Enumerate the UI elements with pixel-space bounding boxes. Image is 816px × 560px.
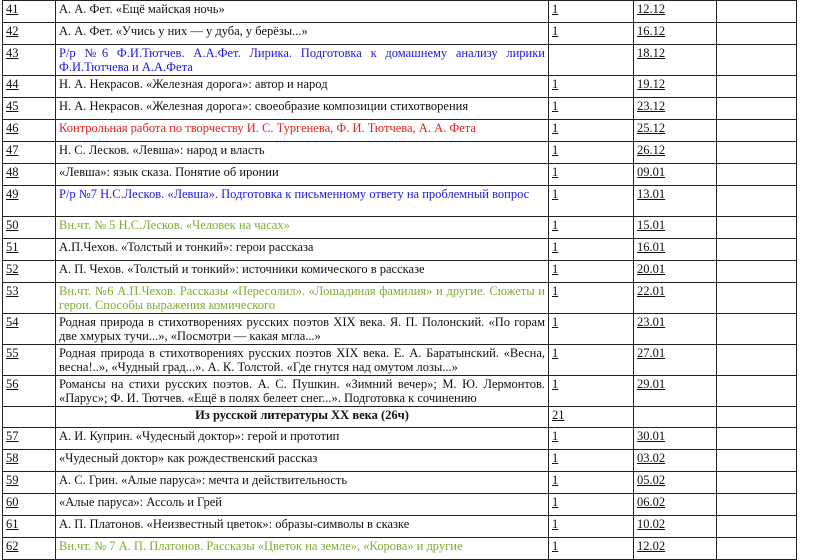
lesson-hours: 1 bbox=[549, 164, 634, 186]
lesson-hours: 1 bbox=[549, 345, 634, 376]
table-row bbox=[3, 217, 797, 239]
lesson-extra-cell bbox=[717, 494, 797, 516]
section-extra-cell bbox=[717, 407, 797, 428]
lesson-hours: 1 bbox=[549, 494, 634, 516]
lesson-number: 61 bbox=[3, 516, 56, 538]
lesson-date: 29.01 bbox=[634, 376, 717, 407]
lesson-date: 16.01 bbox=[634, 239, 717, 261]
lesson-topic: Вн.чт. №6 А.П.Чехов. Рассказы «Пересолил». «Лошадиная фамилия» и другие. Сюжеты и герои. Способы выражения комического bbox=[56, 283, 549, 314]
lesson-number: 41 bbox=[3, 1, 56, 23]
lesson-number: 55 bbox=[3, 345, 56, 376]
lesson-topic: «Чудесный доктор» как рождественский рассказ bbox=[56, 450, 549, 472]
lesson-topic: Родная природа в стихотворениях русских поэтов XIX века. Е. А. Баратынский. «Весна, весна!..», «Чудный град...». А. К. Толстой. «Где гнутся над омутом лозы...» bbox=[56, 345, 549, 376]
table-row bbox=[3, 261, 797, 283]
lesson-extra-cell bbox=[717, 1, 797, 23]
lesson-topic: А. А. Фет. «Учись у них — у дуба, у берёзы...» bbox=[56, 23, 549, 45]
lesson-hours: 1 bbox=[549, 538, 634, 560]
lesson-topic: Вн.чт. № 7 А. П. Платонов. Рассказы «Цветок на земле», «Корова» и другие bbox=[56, 538, 549, 560]
table-row bbox=[3, 1, 797, 23]
lesson-hours: 1 bbox=[549, 120, 634, 142]
lesson-topic: А. С. Грин. «Алые паруса»: мечта и действительность bbox=[56, 472, 549, 494]
lesson-date: 23.12 bbox=[634, 98, 717, 120]
lesson-extra-cell bbox=[717, 516, 797, 538]
lesson-topic: А. П. Чехов. «Толстый и тонкий»: источники комического в рассказе bbox=[56, 261, 549, 283]
lesson-extra-cell bbox=[717, 283, 797, 314]
lesson-topic: А. И. Куприн. «Чудесный доктор»: герой и прототип bbox=[56, 428, 549, 450]
table-row bbox=[3, 450, 797, 472]
lesson-extra-cell bbox=[717, 76, 797, 98]
lesson-hours: 1 bbox=[549, 314, 634, 345]
table-row bbox=[3, 239, 797, 261]
lesson-date: 05.02 bbox=[634, 472, 717, 494]
lesson-hours: 1 bbox=[549, 261, 634, 283]
lesson-extra-cell bbox=[717, 45, 797, 76]
lesson-date: 12.12 bbox=[634, 1, 717, 23]
lesson-extra-cell bbox=[717, 472, 797, 494]
lesson-date: 18.12 bbox=[634, 45, 717, 76]
lesson-topic: Контрольная работа по творчеству И. С. Тургенева, Ф. И. Тютчева, А. А. Фета bbox=[56, 120, 549, 142]
lesson-hours bbox=[549, 45, 634, 76]
section-hours: 21 bbox=[549, 407, 634, 428]
lesson-hours: 1 bbox=[549, 239, 634, 261]
lesson-hours: 1 bbox=[549, 516, 634, 538]
section-date-cell bbox=[634, 407, 717, 428]
lesson-number: 52 bbox=[3, 261, 56, 283]
lesson-topic: А. П. Платонов. «Неизвестный цветок»: образы-символы в сказке bbox=[56, 516, 549, 538]
lesson-number: 56 bbox=[3, 376, 56, 407]
lesson-extra-cell bbox=[717, 376, 797, 407]
table-row bbox=[3, 76, 797, 98]
lesson-extra-cell bbox=[717, 98, 797, 120]
lesson-hours: 1 bbox=[549, 23, 634, 45]
lesson-hours: 1 bbox=[549, 472, 634, 494]
table-row bbox=[3, 98, 797, 120]
lesson-date: 25.12 bbox=[634, 120, 717, 142]
lesson-hours: 1 bbox=[549, 1, 634, 23]
table-row bbox=[3, 45, 797, 76]
lesson-number: 44 bbox=[3, 76, 56, 98]
lesson-hours: 1 bbox=[549, 98, 634, 120]
lesson-number: 47 bbox=[3, 142, 56, 164]
lesson-extra-cell bbox=[717, 314, 797, 345]
lesson-number: 57 bbox=[3, 428, 56, 450]
lesson-date: 10.02 bbox=[634, 516, 717, 538]
lesson-date: 19.12 bbox=[634, 76, 717, 98]
lesson-topic: Р/р №7 Н.С.Лесков. «Левша». Подготовка к письменному ответу на проблемный вопрос bbox=[56, 186, 549, 217]
lesson-extra-cell bbox=[717, 186, 797, 217]
table-row bbox=[3, 376, 797, 407]
lesson-hours: 1 bbox=[549, 428, 634, 450]
lesson-number: 59 bbox=[3, 472, 56, 494]
lesson-plan-table bbox=[2, 0, 797, 560]
lesson-topic: «Левша»: язык сказа. Понятие об иронии bbox=[56, 164, 549, 186]
table-row bbox=[3, 120, 797, 142]
lesson-hours: 1 bbox=[549, 450, 634, 472]
lesson-date: 27.01 bbox=[634, 345, 717, 376]
lesson-date: 23.01 bbox=[634, 314, 717, 345]
lesson-number: 43 bbox=[3, 45, 56, 76]
lesson-rows-part-1 bbox=[3, 1, 797, 407]
lesson-date: 06.02 bbox=[634, 494, 717, 516]
lesson-extra-cell bbox=[717, 164, 797, 186]
table-row bbox=[3, 314, 797, 345]
lesson-extra-cell bbox=[717, 142, 797, 164]
lesson-topic: «Алые паруса»: Ассоль и Грей bbox=[56, 494, 549, 516]
lesson-topic: А. А. Фет. «Ещё майская ночь» bbox=[56, 1, 549, 23]
section-header-group bbox=[3, 407, 797, 428]
lesson-topic: Р/р №6 Ф.И.Тютчев. А.А.Фет. Лирика. Подготовка к домашнему анализу лирики Ф.И.Тютчева и А.А.Фета bbox=[56, 45, 549, 76]
lesson-topic: Вн.чт. № 5 Н.С.Лесков. «Человек на часах» bbox=[56, 217, 549, 239]
lesson-extra-cell bbox=[717, 450, 797, 472]
lesson-date: 03.02 bbox=[634, 450, 717, 472]
lesson-extra-cell bbox=[717, 239, 797, 261]
lesson-topic: Н. А. Некрасов. «Железная дорога»: своеобразие композиции стихотворения bbox=[56, 98, 549, 120]
lesson-number: 60 bbox=[3, 494, 56, 516]
lesson-date: 09.01 bbox=[634, 164, 717, 186]
table-row bbox=[3, 186, 797, 217]
lesson-topic: Н. А. Некрасов. «Железная дорога»: автор и народ bbox=[56, 76, 549, 98]
lesson-rows-part-2 bbox=[3, 428, 797, 560]
lesson-number: 54 bbox=[3, 314, 56, 345]
lesson-hours: 1 bbox=[549, 76, 634, 98]
lesson-number: 45 bbox=[3, 98, 56, 120]
table-row bbox=[3, 538, 797, 560]
lesson-date: 20.01 bbox=[634, 261, 717, 283]
lesson-number: 62 bbox=[3, 538, 56, 560]
table-row bbox=[3, 142, 797, 164]
lesson-date: 12.02 bbox=[634, 538, 717, 560]
lesson-number: 48 bbox=[3, 164, 56, 186]
section-num-cell bbox=[3, 407, 56, 428]
section-title: Из русской литературы XX века (26ч) bbox=[56, 407, 549, 428]
lesson-date: 26.12 bbox=[634, 142, 717, 164]
table-row bbox=[3, 428, 797, 450]
lesson-extra-cell bbox=[717, 428, 797, 450]
lesson-extra-cell bbox=[717, 345, 797, 376]
lesson-hours: 1 bbox=[549, 217, 634, 239]
table-row bbox=[3, 164, 797, 186]
lesson-extra-cell bbox=[717, 217, 797, 239]
lesson-extra-cell bbox=[717, 23, 797, 45]
lesson-date: 16.12 bbox=[634, 23, 717, 45]
table-row bbox=[3, 283, 797, 314]
lesson-date: 15.01 bbox=[634, 217, 717, 239]
table-row bbox=[3, 345, 797, 376]
lesson-hours: 1 bbox=[549, 142, 634, 164]
lesson-number: 49 bbox=[3, 186, 56, 217]
lesson-hours: 1 bbox=[549, 186, 634, 217]
table-row bbox=[3, 472, 797, 494]
lesson-topic: Родная природа в стихотворениях русских поэтов XIX века. Я. П. Полонский. «По горам две хмурых тучи...», «Посмотри — какая мгла...» bbox=[56, 314, 549, 345]
lesson-hours: 1 bbox=[549, 283, 634, 314]
lesson-date: 30.01 bbox=[634, 428, 717, 450]
lesson-date: 13.01 bbox=[634, 186, 717, 217]
lesson-number: 42 bbox=[3, 23, 56, 45]
lesson-date: 22.01 bbox=[634, 283, 717, 314]
lesson-number: 46 bbox=[3, 120, 56, 142]
lesson-topic: Н. С. Лесков. «Левша»: народ и власть bbox=[56, 142, 549, 164]
lesson-extra-cell bbox=[717, 120, 797, 142]
lesson-topic: Романсы на стихи русских поэтов. А. С. Пушкин. «Зимний вечер»; М. Ю. Лермонтов. «Парус»; Ф. И. Тютчев. «Ещё в полях белеет снег...». Подготовка к сочинению bbox=[56, 376, 549, 407]
lesson-number: 50 bbox=[3, 217, 56, 239]
lesson-topic: А.П.Чехов. «Толстый и тонкий»: герои рассказа bbox=[56, 239, 549, 261]
lesson-number: 51 bbox=[3, 239, 56, 261]
lesson-extra-cell bbox=[717, 538, 797, 560]
lesson-number: 53 bbox=[3, 283, 56, 314]
lesson-extra-cell bbox=[717, 261, 797, 283]
lesson-hours: 1 bbox=[549, 376, 634, 407]
lesson-number: 58 bbox=[3, 450, 56, 472]
table-row bbox=[3, 494, 797, 516]
table-row bbox=[3, 23, 797, 45]
table-row bbox=[3, 516, 797, 538]
section-header-row bbox=[3, 407, 797, 428]
